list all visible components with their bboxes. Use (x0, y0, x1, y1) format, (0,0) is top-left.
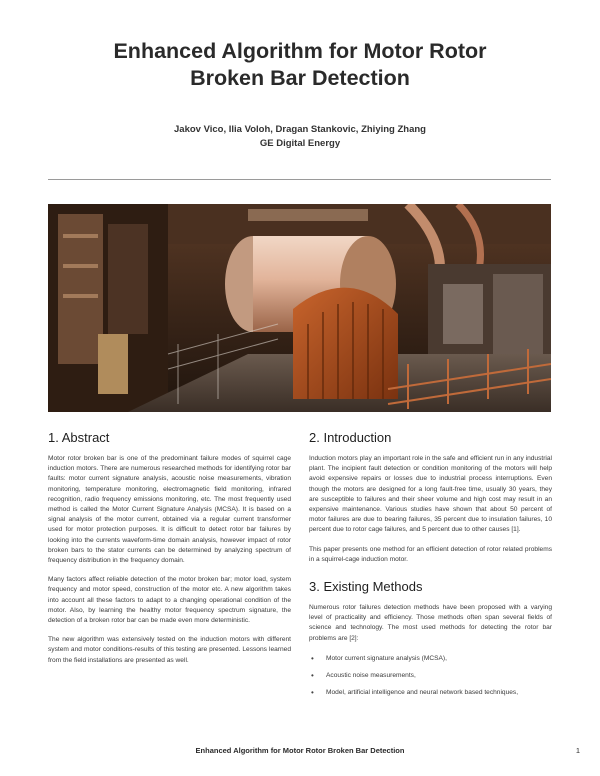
list-item: • Acoustic noise measurements, (326, 671, 552, 681)
abstract-paragraph-3: The new algorithm was extensively tested on the induction motors with different system and motor conditions-results of this testing are presented. Lessons learned from the field installations are presented as well. (48, 636, 291, 664)
right-column (309, 430, 552, 705)
list-item: • Model, artificial intelligence and neural network based techniques, (326, 688, 552, 698)
abstract-paragraph-2: Many factors affect reliable detection of the motor broken bar; motor load, system frequency and motor speed, construction of the motor etc. A new algorithm takes into account all these factors to adapt to a changing operational condition of the motor. Also, by learning the healthy motor frequency spectrum signature, the detection of a broken rotor bar can be made even more deterministic. (48, 576, 291, 625)
industrial-plant-photo (48, 204, 551, 412)
abstract-heading: 1. Abstract (48, 430, 110, 445)
left-column (48, 430, 291, 675)
title-line-1: Enhanced Algorithm for Motor Rotor (113, 39, 487, 63)
abstract-paragraph-1: Motor rotor broken bar is one of the predominant failure modes of squirrel cage induction motors. There are numerous researched methods for identifying rotor bar faults: motor current signature analysis, acoustic noise measurements, vibration monitoring, temperature monitoring, electromagnetic field monitoring, infrared recognition, radio frequency emissions monitoring, etc. The most frequently used method is called the Motor Current Signature Analysis (MCSA). It is based on a signal analysis of the motor current, obtained via a regular current transformer used for motor protection purposes. It is difficult to detect rotor bar failures by looking into the currents waveform-time domain analysis, however impact of rotor broken bars to the stator currents can be determined by analyzing spectrum of frequency distribution in the frequency domain. (48, 455, 291, 565)
introduction-heading: 2. Introduction (309, 430, 392, 445)
footer-title: Enhanced Algorithm for Motor Rotor Broken Bar Detection (195, 746, 405, 755)
title-divider (48, 179, 551, 180)
introduction-paragraph-2: This paper presents one method for an efficient detection of rotor related problems in a squirrel-cage induction motor. (309, 545, 552, 563)
existing-methods-paragraph: Numerous rotor failures detection methods have been proposed with a varying level of practicality and efficiency. Those methods often span several fields of science and technology. The most used methods for detecting the rotor bar problems are [2]: (309, 604, 552, 642)
author-affiliation: GE Digital Energy (259, 138, 341, 149)
page-number: 1 (575, 746, 580, 755)
paper-title (0, 38, 600, 92)
author-names: Jakov Vico, Ilia Voloh, Dragan Stankovic, Zhiying Zhang (174, 124, 426, 135)
industrial-plant-photo-icon (48, 204, 551, 412)
introduction-paragraph-1: Induction motors play an important role in the safe and efficient run in any industrial plant. The incipient fault detection or condition monitoring of the motors will help avoid expensive repairs or losses due to industrial process interruptions. Even though the motors are designed for a long fault-free time, usually 30 years, they are susceptible to failures and their sheer volume and high cost may result in an expensive maintenance. Various studies have shown that about 50 percent of motor failures are due to bearing failures, 35 percent due to insulation failures, 10 percent due to rotor cage failures, and 5 percent due to other causes [1]. (309, 455, 552, 534)
list-item: • Motor current signature analysis (MCSA), (326, 654, 552, 664)
author-block (0, 123, 600, 151)
methods-list (309, 654, 552, 699)
existing-methods-heading: 3. Existing Methods (309, 579, 423, 595)
title-line-2: Broken Bar Detection (190, 66, 410, 90)
page-footer (0, 746, 600, 760)
